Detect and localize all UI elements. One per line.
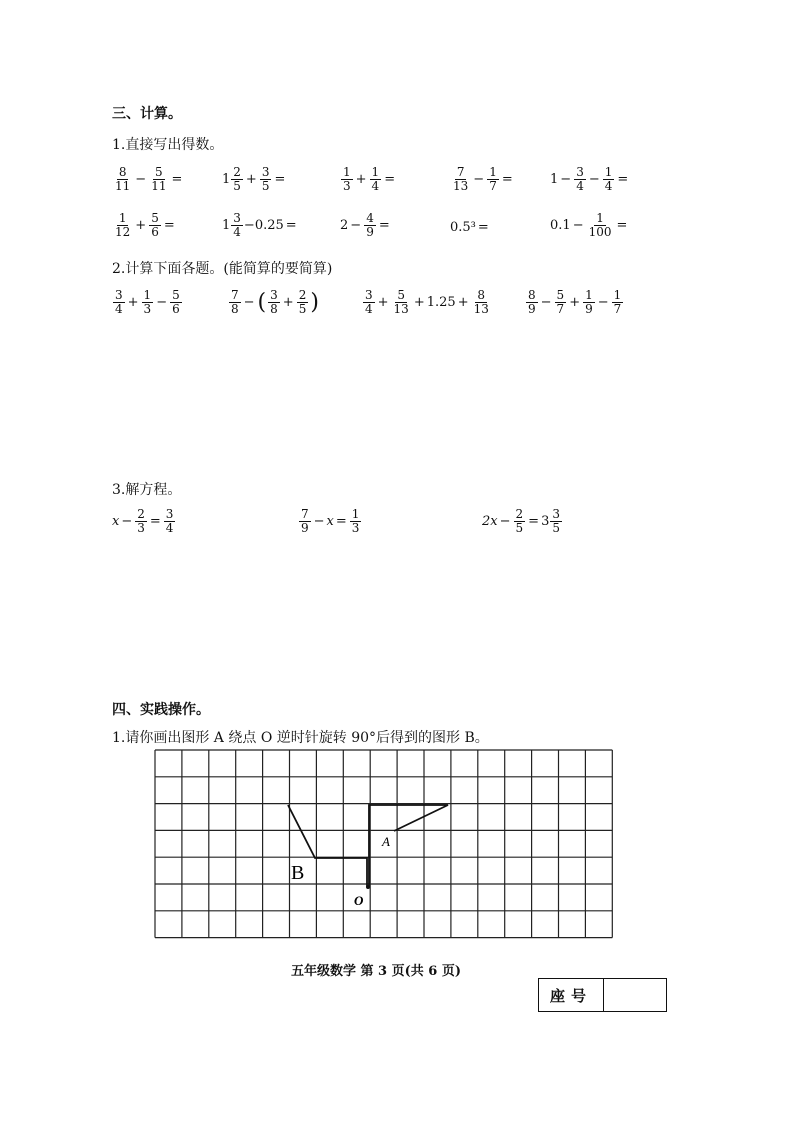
- fraction: $\frac{3}{4}$: [576, 165, 584, 194]
- fraction: $\frac{8}{9}$: [528, 288, 536, 317]
- fraction: $\frac{1}{3}$: [343, 165, 351, 194]
- fraction: $\frac{4}{9}$: [366, 211, 374, 240]
- fraction: $\frac{1}{3}$: [351, 507, 360, 536]
- fraction: $\frac{7}{9}$: [301, 507, 309, 536]
- fraction: $\frac{5}{6}$: [172, 288, 180, 317]
- expr-r2-2: 1 $\frac{3}{4}$ −0.25 =: [222, 211, 297, 240]
- fraction: $\frac{1}{100}$: [588, 211, 612, 240]
- expr-q2-2: $\frac{7}{8}$ − ( $\frac{3}{8}$ + $\frac{2}{5}$ ): [231, 288, 319, 317]
- fraction: $\frac{3}{4}$: [165, 507, 174, 536]
- question-3-1-title: 1.直接写出得数。: [112, 137, 224, 153]
- seat-number-field[interactable]: [604, 979, 666, 1011]
- fraction: $\frac{1}{7}$: [489, 165, 497, 194]
- fraction: $\frac{5}{7}$: [556, 288, 565, 317]
- expr-r1-2: 1 $\frac{2}{5}$ + $\frac{3}{5}$ =: [222, 165, 286, 194]
- expr-q2-1: $\frac{3}{4}$ + $\frac{1}{3}$ − $\frac{5}{6}$: [115, 288, 180, 317]
- label-b-handwritten: B: [291, 862, 305, 884]
- seat-label: 座号: [539, 979, 604, 1011]
- expr-r1-1: $\frac{8}{11}$ − $\frac{5}{11}$ =: [115, 165, 183, 194]
- page-footer: 五年级数学 第 3 页(共 6 页): [291, 964, 462, 979]
- expr-r1-3: $\frac{1}{3}$ + $\frac{1}{4}$ =: [343, 165, 396, 194]
- fraction: $\frac{1}{12}$: [115, 211, 131, 240]
- expr-r1-5: 1 − $\frac{3}{4}$ − $\frac{1}{4}$ =: [550, 165, 629, 194]
- section-4-title: 四、实践操作。: [112, 702, 210, 718]
- fraction: $\frac{3}{8}$: [270, 288, 278, 317]
- expr-r2-3: 2 − $\frac{4}{9}$ =: [340, 211, 390, 240]
- equation-2: $\frac{7}{9}$ − x = $\frac{1}{3}$: [301, 507, 360, 536]
- question-3-3-title: 3.解方程。: [112, 482, 182, 498]
- fraction: $\frac{7}{13}$: [453, 165, 469, 194]
- fraction: $\frac{2}{5}$: [298, 288, 307, 317]
- fraction: $\frac{3}{4}$: [365, 288, 373, 317]
- expr-q2-4: $\frac{8}{9}$ − $\frac{5}{7}$ + $\frac{1}{9}$ − $\frac{1}{7}$: [528, 288, 622, 317]
- fraction: $\frac{1}{9}$: [585, 288, 593, 317]
- fraction: $\frac{5}{13}$: [393, 288, 409, 317]
- fraction: $\frac{2}{5}$: [233, 165, 241, 194]
- seat-number-box: [538, 978, 667, 1012]
- rotation-grid: [150, 745, 620, 950]
- fraction: $\frac{3}{5}$: [261, 165, 270, 194]
- fraction: $\frac{1}{4}$: [604, 165, 613, 194]
- expr-q2-3: $\frac{3}{4}$ + $\frac{5}{13}$ + 1.25 + $\frac{8}{13}$: [365, 288, 489, 317]
- fraction: $\frac{1}{7}$: [613, 288, 622, 317]
- question-4-1-title: 1.请你画出图形 A 绕点 O 逆时针旋转 90°后得到的图形 B。: [112, 730, 489, 746]
- fraction: $\frac{8}{13}$: [473, 288, 489, 317]
- fraction: $\frac{1}{4}$: [371, 165, 380, 194]
- fraction: $\frac{5}{11}$: [151, 165, 167, 194]
- fraction: $\frac{3}{5}$: [552, 507, 560, 536]
- figure-a-outline: [369, 805, 448, 887]
- label-o: O: [354, 893, 364, 908]
- label-a: A: [382, 834, 390, 849]
- expr-r1-4: $\frac{7}{13}$ − $\frac{1}{7}$ =: [453, 165, 513, 194]
- fraction: $\frac{3}{4}$: [115, 288, 123, 317]
- equation-3: 2x − $\frac{2}{5}$ = 3 $\frac{3}{5}$: [482, 507, 560, 536]
- expr-r2-1: $\frac{1}{12}$ + $\frac{5}{6}$ =: [115, 211, 175, 240]
- section-3-title: 三、计算。: [112, 106, 182, 122]
- question-3-2-title: 2.计算下面各题。(能简算的要简算): [112, 261, 333, 277]
- expr-r2-4: 0.5³ =: [450, 220, 489, 235]
- fraction: $\frac{8}{11}$: [115, 165, 131, 194]
- fraction: $\frac{2}{3}$: [137, 507, 145, 536]
- fraction: $\frac{7}{8}$: [231, 288, 239, 317]
- expr-r2-5: 0.1 − $\frac{1}{100}$ =: [550, 211, 628, 240]
- fraction: $\frac{2}{5}$: [515, 507, 524, 536]
- fraction: $\frac{3}{4}$: [233, 211, 241, 240]
- equation-1: x − $\frac{2}{3}$ = $\frac{3}{4}$: [112, 507, 174, 536]
- fraction: $\frac{5}{6}$: [151, 211, 159, 240]
- fraction: $\frac{1}{3}$: [143, 288, 152, 317]
- point-o-dot: [366, 885, 370, 889]
